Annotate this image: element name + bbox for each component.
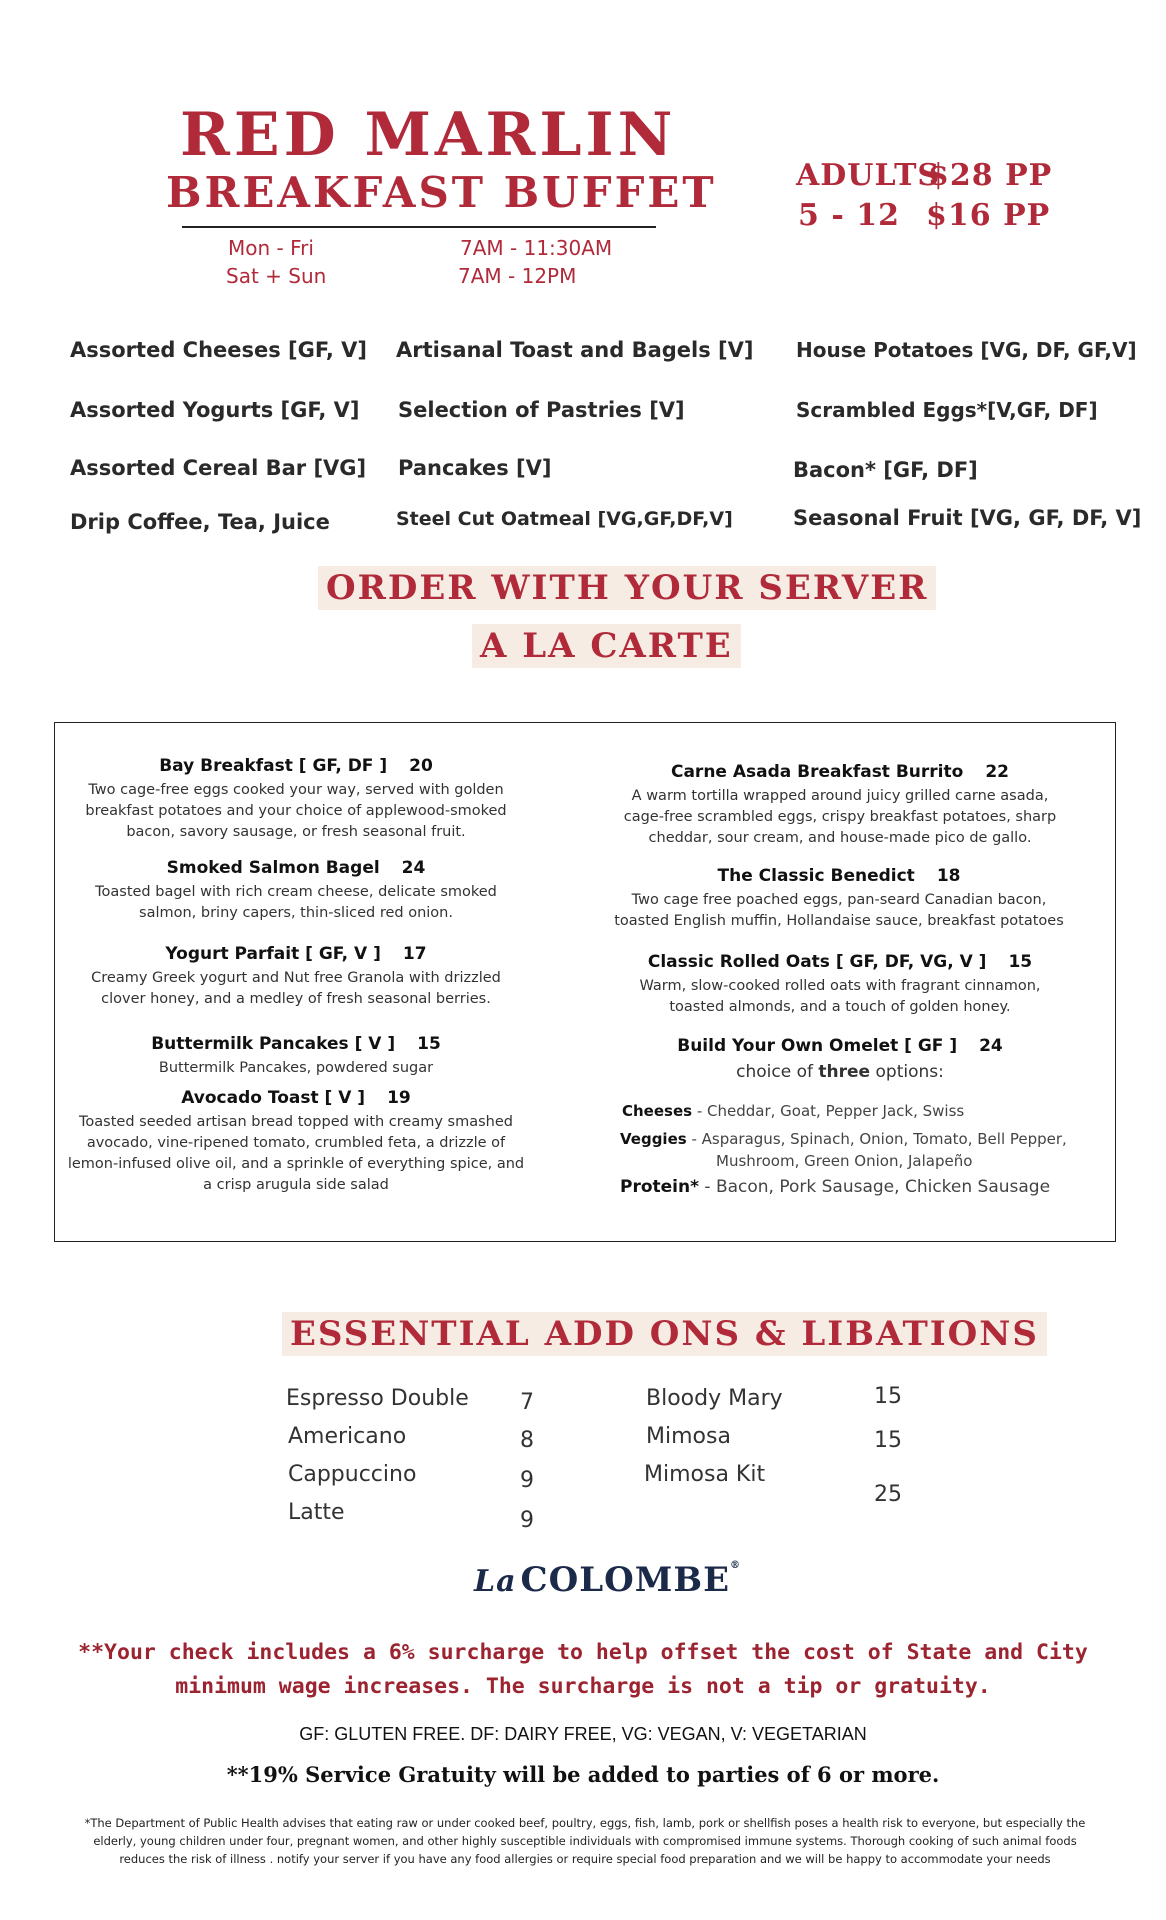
addon-price: 15 (874, 1384, 902, 1409)
hours-time-weekend: 7AM - 12PM (458, 264, 577, 288)
buffet-item: House Potatoes [VG, DF, GF,V] (796, 338, 1137, 362)
restaurant-title: RED MARLIN (180, 100, 677, 170)
dish-avocado-toast (66, 1088, 526, 1196)
dish-name: Carne Asada Breakfast Burrito (670, 762, 964, 782)
dish-build-your-own-omelet (620, 1036, 1060, 1082)
buffet-item: Drip Coffee, Tea, Juice (70, 510, 330, 534)
order-banner: ORDER WITH YOUR SERVER (318, 566, 936, 610)
a-la-carte-banner: A LA CARTE (472, 624, 741, 668)
buffet-item: Assorted Cheeses [GF, V] (70, 338, 368, 362)
dish-price: 18 (936, 866, 961, 886)
buffet-item: Seasonal Fruit [VG, GF, DF, V] (793, 506, 1142, 530)
dish-carne-asada-burrito (610, 762, 1070, 849)
gratuity-notice: **19% Service Gratuity will be added to parties of 6 or more. (226, 1762, 940, 1787)
hours-days-weekday: Mon - Fri (228, 236, 314, 260)
omelet-protein: Protein* - Bacon, Pork Sausage, Chicken Sausage (620, 1177, 1051, 1197)
dish-name: Bay Breakfast [ GF, DF ] (159, 756, 388, 776)
add-ons-banner: ESSENTIAL ADD ONS & LIBATIONS (282, 1312, 1047, 1356)
price-adults-value: $28 PP (928, 158, 1053, 193)
addon-name: Mimosa (646, 1424, 731, 1449)
buffet-item: Scrambled Eggs*[V,GF, DF] (796, 398, 1098, 422)
hours-time-weekday: 7AM - 11:30AM (460, 236, 613, 260)
addon-name: Espresso Double (286, 1386, 469, 1411)
dish-description: Creamy Greek yogurt and Nut free Granola with drizzled clover honey, and a medley of fresh seasonal berries. (91, 970, 501, 1007)
addon-price: 8 (520, 1428, 534, 1453)
surcharge-notice: **Your check includes a 6% surcharge to help offset the cost of State and City minimum wage increases. The surcharge is not a tip or gratuity. (78, 1640, 1088, 1699)
dish-price: 15 (417, 1034, 441, 1054)
dish-description: Toasted bagel with rich cream cheese, delicate smoked salmon, briny capers, thin-sliced red onion. (95, 884, 497, 921)
dish-name: Avocado Toast [ V ] (181, 1088, 366, 1108)
omelet-choice: choice of three options: (736, 1062, 944, 1082)
dish-price: 15 (1008, 952, 1033, 972)
omelet-veggies: Veggies - Asparagus, Spinach, Onion, Tomato, Bell Pepper, (620, 1130, 1067, 1148)
dish-description: Warm, slow-cooked rolled oats with fragrant cinnamon, toasted almonds, and a touch of golden honey. (639, 978, 1041, 1015)
dish-price: 19 (387, 1088, 411, 1108)
dish-name: The Classic Benedict (717, 866, 915, 886)
buffet-item: Artisanal Toast and Bagels [V] (396, 338, 754, 362)
dish-name: Build Your Own Omelet [ GF ] (677, 1036, 958, 1056)
dish-description: Two cage free poached eggs, pan-seard Canadian bacon, toasted English muffin, Hollandaise sauce, breakfast potatoes (614, 892, 1064, 929)
dish-yogurt-parfait (76, 944, 516, 1010)
dish-name: Buttermilk Pancakes [ V ] (151, 1034, 396, 1054)
buffet-item: Bacon* [GF, DF] (793, 458, 978, 482)
addon-name: Americano (288, 1424, 407, 1449)
buffet-item: Steel Cut Oatmeal [VG,GF,DF,V] (396, 508, 733, 530)
buffet-item: Pancakes [V] (398, 456, 552, 480)
dish-name: Classic Rolled Oats [ GF, DF, VG, V ] (647, 952, 987, 972)
addon-name: Bloody Mary (646, 1386, 783, 1411)
buffet-item: Selection of Pastries [V] (398, 398, 685, 422)
title-divider (182, 226, 656, 228)
dish-description: A warm tortilla wrapped around juicy grilled carne asada, cage-free scrambled eggs, crispy breakfast potatoes, sharp cheddar, sour cream, and house-made pico de gallo. (623, 788, 1057, 846)
buffet-item: Assorted Yogurts [GF, V] (70, 398, 360, 422)
addon-price: 9 (520, 1468, 534, 1493)
buffet-item: Assorted Cereal Bar [VG] (70, 456, 367, 480)
addon-price: 7 (520, 1390, 534, 1415)
omelet-veggies-cont: Mushroom, Green Onion, Jalapeño (716, 1152, 973, 1170)
health-disclaimer: *The Department of Public Health advises that eating raw or under cooked beef, poultry, eggs, fish, lamb, pork or shellfish poses a health risk to everyone, but especially the elderly, young children under four, pregnant women, and other highly susceptible individuals with compromised immune systems. Thorough cooking of such animal foods reduces the risk of illness . notify your server if you have any food allergies or require special food preparation and we will be happy to accommodate your needs (84, 1816, 1086, 1866)
dish-description: Two cage-free eggs cooked your way, served with golden breakfast potatoes and your choice of applewood-smoked bacon, savory sausage, or fresh seasonal fruit. (85, 782, 507, 840)
dish-price: 24 (401, 858, 426, 878)
dish-price: 17 (402, 944, 427, 964)
dish-price: 24 (979, 1036, 1003, 1056)
addon-price: 25 (874, 1482, 902, 1507)
omelet-cheeses: Cheeses - Cheddar, Goat, Pepper Jack, Swiss (622, 1102, 965, 1120)
addon-name: Mimosa Kit (644, 1462, 766, 1487)
addon-name: Latte (288, 1500, 345, 1525)
dish-classic-benedict (604, 866, 1074, 932)
price-kids-label: 5 - 12 (798, 198, 900, 233)
hours-days-weekend: Sat + Sun (226, 264, 327, 288)
addon-price: 9 (520, 1508, 534, 1533)
price-adults-label: ADULTS (796, 158, 941, 193)
dish-buttermilk-pancakes (76, 1034, 516, 1079)
dietary-legend: GF: GLUTEN FREE. DF: DAIRY FREE, VG: VEGAN, V: VEGETARIAN (299, 1724, 867, 1744)
addon-name: Cappuccino (288, 1462, 417, 1487)
dish-description: Toasted seeded artisan bread topped with creamy smashed avocado, vine-ripened tomato, crumbled feta, a drizzle of lemon-infused olive oil, and a sprinkle of everything spice, and a crisp arugula side salad (67, 1114, 525, 1193)
dish-smoked-salmon-bagel (76, 858, 516, 924)
la-colombe-logo: La COLOMBE® (474, 1560, 742, 1600)
addon-price: 15 (874, 1428, 902, 1453)
dish-name: Smoked Salmon Bagel (166, 858, 380, 878)
dish-classic-rolled-oats (620, 952, 1060, 1018)
dish-price: 22 (985, 762, 1009, 782)
dish-bay-breakfast (76, 756, 516, 843)
dish-price: 20 (409, 756, 433, 776)
menu-subtitle: BREAKFAST BUFFET (166, 168, 717, 217)
price-kids-value: $16 PP (926, 198, 1051, 233)
dish-name: Yogurt Parfait [ GF, V ] (165, 944, 381, 964)
dish-description: Buttermilk Pancakes, powdered sugar (158, 1060, 434, 1076)
